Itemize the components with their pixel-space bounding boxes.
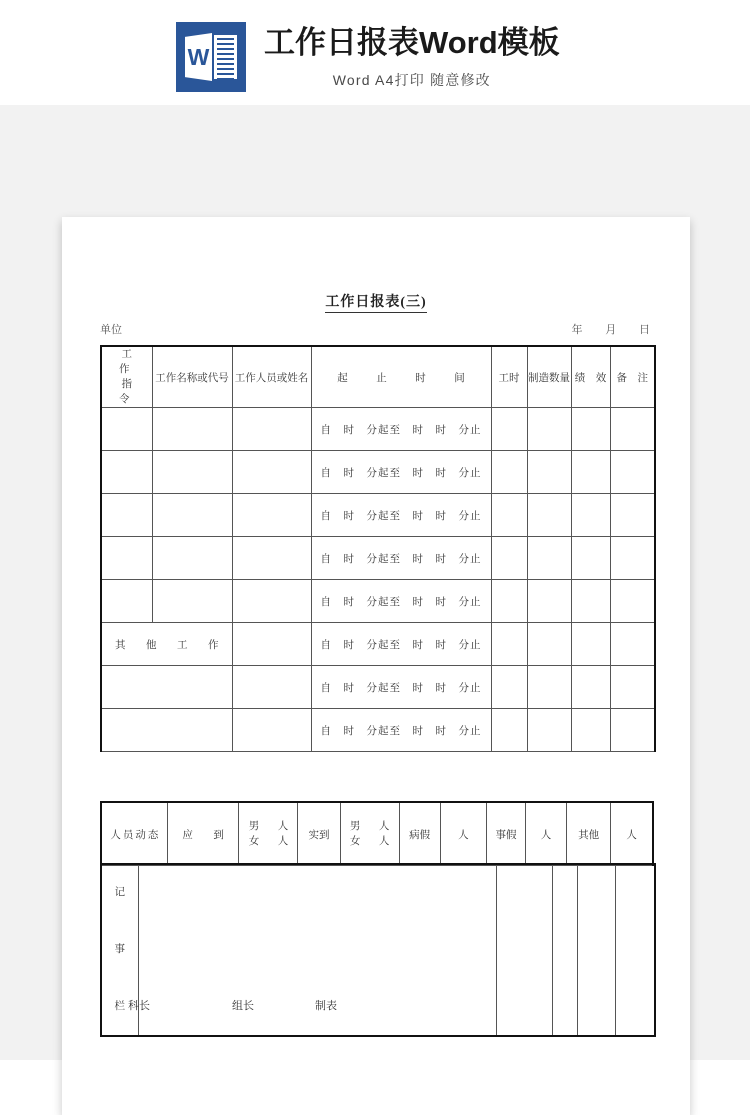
cell-time-range: 自 时 分起至 时 时 分止	[311, 623, 491, 666]
sick-leave-unit[interactable]: 人	[440, 802, 486, 866]
cell-remarks[interactable]	[610, 408, 655, 451]
cell-worker-name[interactable]	[232, 580, 311, 623]
notes-label-char-3: 栏	[114, 1000, 125, 1012]
other-work-row	[101, 709, 655, 752]
cell-quantity[interactable]	[527, 666, 571, 709]
other-work-label: 其 他 工 作	[101, 623, 232, 666]
cell-quantity[interactable]	[527, 408, 571, 451]
cell-worker-name[interactable]	[232, 666, 311, 709]
th-work-order: 工 作 指 令	[101, 346, 152, 408]
cell-work-order[interactable]	[101, 580, 152, 623]
signature-section-chief: 科长	[128, 1000, 150, 1012]
cell-work-name[interactable]	[152, 580, 232, 623]
cell-worker-name[interactable]	[232, 408, 311, 451]
word-file-icon	[176, 22, 246, 92]
cell-quantity[interactable]	[527, 580, 571, 623]
sick-leave-label: 病假	[399, 802, 440, 866]
th-work-name: 工作名称或代号	[152, 346, 232, 408]
cell-quantity[interactable]	[527, 623, 571, 666]
table-row	[101, 408, 655, 451]
cell-time-range: 自 时 分起至 时 时 分止	[311, 709, 491, 752]
table-header-row	[101, 346, 655, 408]
cell-quantity[interactable]	[527, 537, 571, 580]
page-subtitle: Word A4打印 随意修改	[332, 72, 491, 88]
personal-leave-label: 事假	[487, 802, 526, 866]
cell-quantity[interactable]	[527, 494, 571, 537]
cell-work-order[interactable]	[101, 451, 152, 494]
cell-work-name[interactable]	[152, 408, 232, 451]
document-title	[62, 291, 690, 311]
other-leave-label: 其他	[567, 802, 611, 866]
cell-work-order[interactable]	[101, 537, 152, 580]
cell-remarks[interactable]	[610, 451, 655, 494]
actual-arrive-label: 实到	[298, 802, 340, 866]
cell-performance[interactable]	[571, 666, 610, 709]
cell-work-name[interactable]	[152, 494, 232, 537]
cell-time-range: 自 时 分起至 时 时 分止	[311, 580, 491, 623]
table-row	[101, 494, 655, 537]
date-label: 年 月 日	[571, 324, 660, 336]
cell-performance[interactable]	[571, 623, 610, 666]
cell-work-hours[interactable]	[491, 537, 527, 580]
cell-other-work[interactable]	[101, 666, 232, 709]
cell-remarks[interactable]	[610, 666, 655, 709]
personnel-status-table	[100, 801, 654, 866]
th-work-hours: 工时	[491, 346, 527, 408]
personnel-status-label: 人员动态	[101, 802, 167, 866]
personal-leave-unit[interactable]: 人	[525, 802, 566, 866]
signature-group-leader: 组长	[232, 1000, 254, 1012]
th-time-range: 起 止 时 间	[311, 346, 491, 408]
cell-time-range: 自 时 分起至 时 时 分止	[311, 537, 491, 580]
table-row	[101, 451, 655, 494]
page-banner	[0, 0, 750, 105]
cell-worker-name[interactable]	[232, 709, 311, 752]
other-work-row	[101, 623, 655, 666]
th-worker-name: 工作人员或姓名	[232, 346, 311, 408]
cell-worker-name[interactable]	[232, 494, 311, 537]
word-icon-letter: W	[187, 44, 210, 70]
th-performance: 绩 效	[571, 346, 610, 408]
cell-remarks[interactable]	[610, 537, 655, 580]
daily-report-table	[100, 345, 656, 752]
cell-other-work[interactable]	[101, 709, 232, 752]
actual-arrive-gender-cell[interactable]: 男 人 女 人	[340, 802, 399, 866]
should-arrive-label: 应 到	[167, 802, 239, 866]
table-row	[101, 537, 655, 580]
cell-worker-name[interactable]	[232, 451, 311, 494]
cell-remarks[interactable]	[610, 580, 655, 623]
cell-worker-name[interactable]	[232, 623, 311, 666]
personnel-row	[101, 802, 653, 866]
cell-time-range: 自 时 分起至 时 时 分止	[311, 451, 491, 494]
cell-performance[interactable]	[571, 580, 610, 623]
th-quantity: 制造数量	[527, 346, 571, 408]
other-work-row	[101, 666, 655, 709]
cell-quantity[interactable]	[527, 451, 571, 494]
cell-work-name[interactable]	[152, 451, 232, 494]
document-paper	[62, 217, 690, 1115]
table-row	[101, 580, 655, 623]
preview-stage	[0, 105, 750, 1060]
cell-work-hours[interactable]	[491, 580, 527, 623]
word-icon-page	[214, 35, 237, 79]
cell-time-range: 自 时 分起至 时 时 分止	[311, 408, 491, 451]
page-title: 工作日报表Word模板	[264, 25, 560, 60]
cell-remarks[interactable]	[610, 494, 655, 537]
cell-work-order[interactable]	[101, 494, 152, 537]
cell-work-hours[interactable]	[491, 709, 527, 752]
document-meta-row	[100, 321, 660, 341]
cell-quantity[interactable]	[527, 709, 571, 752]
cell-work-order[interactable]	[101, 408, 152, 451]
th-remarks: 备 注	[610, 346, 655, 408]
signature-row	[100, 997, 654, 1021]
cell-work-hours[interactable]	[491, 408, 527, 451]
unit-label: 单位	[100, 324, 122, 336]
document-title-text: 工作日报表(三)	[325, 295, 426, 313]
cell-performance[interactable]	[571, 709, 610, 752]
cell-performance[interactable]	[571, 537, 610, 580]
notes-label-char-2: 事	[114, 943, 125, 955]
cell-work-hours[interactable]	[491, 494, 527, 537]
banner-titles	[264, 22, 560, 90]
other-leave-unit[interactable]: 人	[611, 802, 653, 866]
cell-work-hours[interactable]	[491, 666, 527, 709]
cell-performance[interactable]	[571, 494, 610, 537]
cell-remarks[interactable]	[610, 623, 655, 666]
cell-performance[interactable]	[571, 451, 610, 494]
cell-performance[interactable]	[571, 408, 610, 451]
cell-remarks[interactable]	[610, 709, 655, 752]
cell-time-range: 自 时 分起至 时 时 分止	[311, 666, 491, 709]
should-arrive-gender-cell[interactable]: 男 人 女 人	[239, 802, 298, 866]
cell-work-hours[interactable]	[491, 623, 527, 666]
cell-time-range: 自 时 分起至 时 时 分止	[311, 494, 491, 537]
signature-prepared-by: 制表	[315, 1000, 337, 1012]
notes-label-char-1: 记	[114, 887, 125, 899]
cell-work-name[interactable]	[152, 537, 232, 580]
banner-content	[176, 22, 560, 92]
cell-work-hours[interactable]	[491, 451, 527, 494]
cell-worker-name[interactable]	[232, 537, 311, 580]
